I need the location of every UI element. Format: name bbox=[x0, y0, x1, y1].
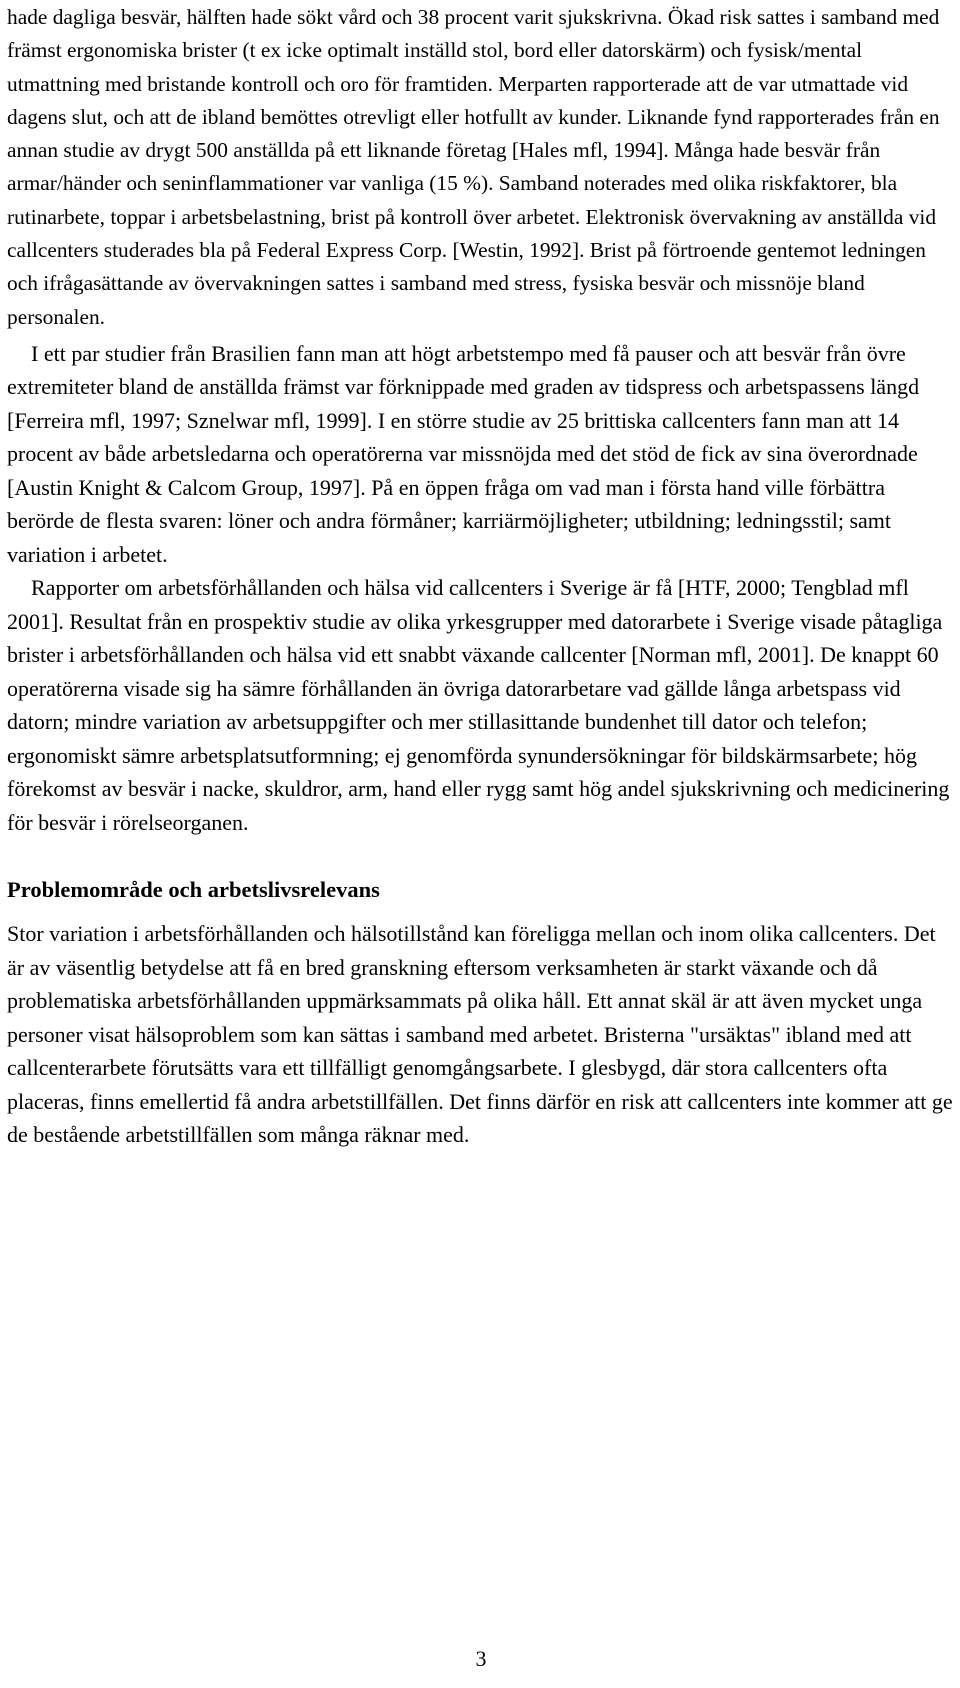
body-paragraph-2: I ett par studier från Brasilien fann man att högt arbetstempo med få pauser och att besvär från övre extremiteter bland de anställda främst var förknippade med graden av tidspress och arbetspassens längd [Ferreira mfl, 1997; Sznelwar mfl, 1999]. I en större studie av 25 brittiska callcenters fann man att 14 procent av både arbetsledarna och operatörerna var missnöjda med det stöd de fick av sina överordnade [Austin Knight & Calcom Group, 1997]. På en öppen fråga om vad man i första hand ville förbättra berörde de flesta svaren: löner och andra förmåner; karriärmöjligheter; utbildning; ledningsstil; samt variation i arbetet. bbox=[7, 340, 920, 567]
page-number: 3 bbox=[475, 1646, 487, 1671]
section-heading: Problemområde och arbetslivsrelevans bbox=[7, 877, 380, 903]
body-paragraph-1: hade dagliga besvär, hälften hade sökt vård och 38 procent varit sjukskrivna. Ökad risk sattes i samband med främst ergonomiska brister (t ex icke optimalt inställd stol, bord eller datorskärm) och fysisk/mental utmattning med bristande kontroll och oro för framtiden. Merparten rapporterade att de var utmattade vid dagens slut, och att de ibland bemöttes otrevligt eller hotfullt av kunder. Liknande fynd rapporterades från en annan studie av drygt 500 anställda på ett liknande företag [Hales mfl, 1994]. Många hade besvär från armar/händer och seninflammationer var vanliga (15 %). Samband noterades med olika riskfaktorer, bla rutinarbete, toppar i arbetsbelastning, brist på kontroll över arbetet. Elektronisk övervakning av anställda vid callcenters studerades bla på Federal Express Corp. [Westin, 1992]. Brist på förtroende gentemot ledningen och ifrågasättande av övervakningen sattes i samband med stress, fysiska besvär och missnöje bland personalen. bbox=[7, 5, 940, 329]
section-body-paragraph: Stor variation i arbetsförhållanden och hälsotillstånd kan föreligga mellan och inom olika callcenters. Det är av väsentlig betydelse att få en bred granskning eftersom verksamheten är starkt växande och då problematiska arbetsförhållanden uppmärksammats på olika håll. Ett annat skäl är att även mycket unga personer visat hälsoproblem som kan sättas i samband med arbetet. Bristerna "ursäktas" ibland med att callcenterarbete förutsätts vara ett tillfälligt genomgångsarbete. I glesbygd, där stora callcenters ofta placeras, finns emellertid få andra arbetstillfällen. Det finns därför en risk att callcenters inte kommer att ge de bestående arbetstillfällen som många räknar med. bbox=[7, 921, 953, 1148]
page-footer bbox=[0, 1646, 960, 1672]
document-page bbox=[7, 0, 953, 1152]
body-paragraph-3: Rapporter om arbetsförhållanden och hälsa vid callcenters i Sverige är få [HTF, 2000; Tengblad mfl 2001]. Resultat från en prospektiv studie av olika yrkesgrupper med datorarbete i Sverige visade påtagliga brister i arbetsförhållanden och hälsa vid ett snabbt växande callcenter [Norman mfl, 2001]. De knappt 60 operatörerna visade sig ha sämre förhållanden än övriga datorarbetare vad gällde långa arbetspass vid datorn; mindre variation av arbetsuppgifter och mer stillasittande bundenhet till dator och telefon; ergonomiskt sämre arbetsplatsutformning; ej genomförda synundersökningar för bildskärmsarbete; hög förekomst av besvär i nacke, skuldror, arm, hand eller rygg samt hög andel sjukskrivning och medicinering för besvär i rörelseorganen. bbox=[7, 575, 950, 835]
